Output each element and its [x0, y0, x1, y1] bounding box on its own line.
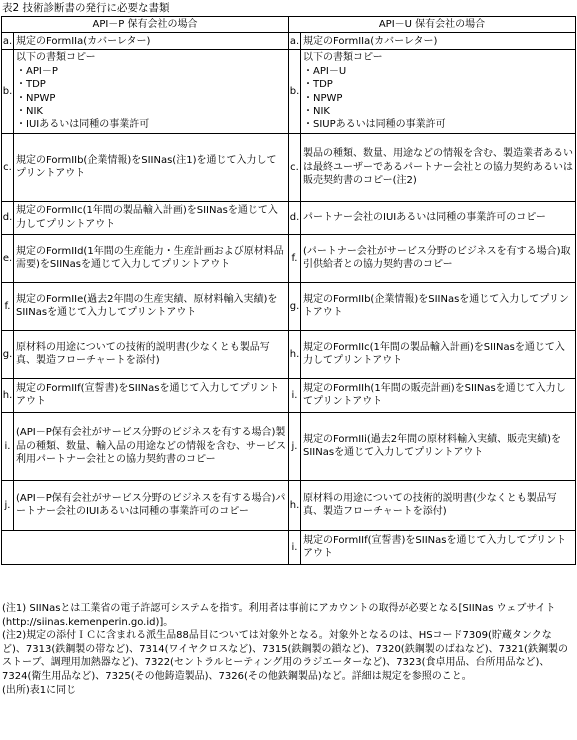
row-key-left: a.: [2, 33, 14, 50]
list-item: ・NIK: [303, 106, 330, 118]
table-row: [2, 330, 576, 378]
list-item: ・NPWP: [16, 92, 56, 104]
row-key-right: f.: [289, 234, 301, 282]
row-key-left: g.: [2, 330, 14, 378]
row-text-right: 規定のFormIIi(過去2年間の原材料輸入実績、販売実績)をSIINasを通じて入力してプリントアウト: [301, 412, 576, 480]
list-item: ・IUIあるいは同種の事業許可: [16, 119, 150, 131]
table-title: 表2 技術診断書の発行に必要な書類: [2, 2, 170, 14]
row-text-right: (パートナー会社がサービス分野のビジネスを有する場合)取引供給者との協力契約書のコピー: [301, 234, 576, 282]
row-text-right: 規定のFormIIc(1年間の製品輸入計画)をSIINasを通じて入力してプリントアウト: [301, 330, 576, 378]
row-key-right: a.: [289, 33, 301, 50]
doc-list-heading: 以下の書類コピー: [303, 52, 383, 64]
row-text-left: (API－P保有会社がサービス分野のビジネスを有する場合)製品の種類、数量、輸入品の用途などの情報を含む、サービス利用パートナー会社との協力契約書のコピー: [14, 412, 289, 480]
list-item: ・TDP: [303, 79, 333, 91]
table-row: [2, 530, 576, 564]
list-item: ・NPWP: [303, 92, 343, 104]
table-row: [2, 412, 576, 480]
row-text-right: [301, 50, 576, 133]
row-empty-left: [2, 530, 289, 564]
row-key-right: i.: [289, 378, 301, 412]
list-item: ・NIK: [16, 106, 43, 118]
row-text-left: [14, 50, 289, 133]
documents-table: [1, 16, 576, 565]
table-row: [2, 234, 576, 282]
list-item: ・API－P: [16, 65, 58, 77]
table-row: [2, 201, 576, 234]
row-key-left: f.: [2, 282, 14, 330]
row-text-right: 規定のFormIIf(宣誓書)をSIINasを通じて入力してプリントアウト: [301, 530, 576, 564]
row-text-left: 規定のFormIIc(1年間の製品輸入計画)をSIINasを通じて入力してプリントアウト: [14, 201, 289, 234]
row-text-right: 規定のFormIIa(カバーレター): [301, 33, 576, 50]
list-item: ・API－U: [303, 65, 347, 77]
row-text-left: 規定のFormIId(1年間の生産能力・生産計画および原材料品需要)をSIINasを通じて入力してプリントアウト: [14, 234, 289, 282]
table-row: [2, 378, 576, 412]
row-key-right: d.: [289, 201, 301, 234]
row-key-left: e.: [2, 234, 14, 282]
doc-list-heading: 以下の書類コピー: [16, 52, 96, 64]
row-text-right: パートナー会社のIUIあるいは同種の事業許可のコピー: [301, 201, 576, 234]
footnote-1: (注1) SIINasとは工業省の電子許認可システムを指す。利用者は事前にアカウントの取得が必要となる[SIINas ウェブサイト(http://siinas.kemenperin.go.id)]。: [2, 603, 556, 628]
row-key-left: c.: [2, 133, 14, 201]
row-key-right: c.: [289, 133, 301, 201]
table-row: [2, 480, 576, 530]
row-text-left: 規定のFormIIb(企業情報)をSIINas(注1)を通じて入力してプリントアウト: [14, 133, 289, 201]
row-text-left: (API－P保有会社がサービス分野のビジネスを有する場合)パートナー会社のIUIあるいは同種の事業許可のコピー: [14, 480, 289, 530]
row-key-left: h.: [2, 378, 14, 412]
row-text-right: 規定のFormIIb(企業情報)をSIINasを通じて入力してプリントアウト: [301, 282, 576, 330]
row-key-right: b.: [289, 50, 301, 133]
footnotes: [2, 602, 574, 697]
row-text-left: 規定のFormIIe(過去2年間の生産実績、原材料輸入実績)をSIINasを通じて入力してプリントアウト: [14, 282, 289, 330]
row-key-left: d.: [2, 201, 14, 234]
footnote-2: (注2)規定の添付ＩＣに含まれる派生品88品目については対象外となる。対象外となるのは、HSコード7309(貯蔵タンクなど)、7313(鉄鋼製の帯など)、7314(ワイヤクロスなど)、7315(鉄鋼製の鎖など)、7320(鉄鋼製のばねなど)、7321(鉄鋼製のストーブ、調理用加熱器など)、7322(セントラルヒーティング用のラジエーターなど)、7323(食卓用品、台所用品など)、7324(衛生用品など)、7325(その他鋳造製品)、7326(その他鉄鋼製品)など。詳細は規定を参照のこと。: [2, 630, 568, 682]
row-text-right: 規定のFormIIh(1年間の販売計画)をSIINasを通じて入力してプリントアウト: [301, 378, 576, 412]
header-api-p: API－P 保有会社の場合: [2, 17, 289, 33]
table-row: [2, 282, 576, 330]
row-text-right: 製品の種類、数量、用途などの情報を含む、製造業者あるいは最終ユーザーであるパートナー会社との協力契約あるいは販売契約書のコピー(注2): [301, 133, 576, 201]
row-text-left: 規定のFormIIa(カバーレター): [14, 33, 289, 50]
list-item: ・SIUPあるいは同種の事業許可: [303, 119, 446, 131]
row-text-right: 原材料の用途についての技術的説明書(少なくとも製品写真、製造フローチャートを添付): [301, 480, 576, 530]
row-key-left: i.: [2, 412, 14, 480]
row-key-right: j.: [289, 412, 301, 480]
row-key-right: g.: [289, 282, 301, 330]
table-row: [2, 33, 576, 50]
source-note: (出所)表1に同じ: [2, 684, 77, 696]
row-text-left: 原材料の用途についての技術的説明書(少なくとも製品写真、製造フローチャートを添付): [14, 330, 289, 378]
row-key-left: j.: [2, 480, 14, 530]
table-row: [2, 133, 576, 201]
list-item: ・TDP: [16, 79, 46, 91]
table-row: [2, 50, 576, 133]
row-key-right: h.: [289, 330, 301, 378]
row-key-right: i.: [289, 530, 301, 564]
row-key-right: h.: [289, 480, 301, 530]
row-key-left: b.: [2, 50, 14, 133]
header-api-u: API－U 保有会社の場合: [289, 17, 576, 33]
row-text-left: 規定のFormIIf(宣誓書)をSIINasを通じて入力してプリントアウト: [14, 378, 289, 412]
header-row: [2, 17, 576, 33]
